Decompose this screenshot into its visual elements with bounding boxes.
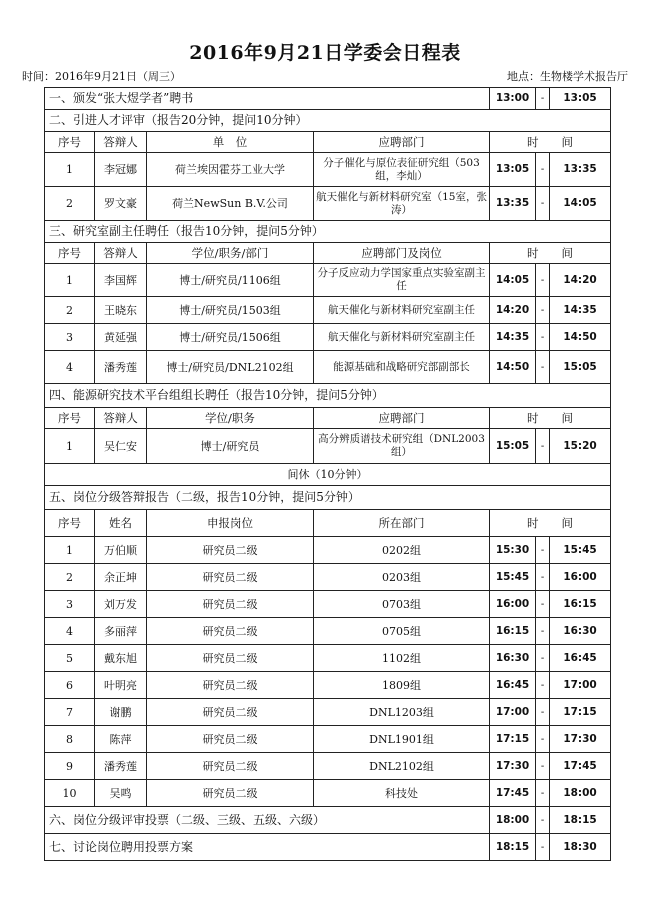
table-row [45, 153, 611, 187]
header-cell: 序号 [45, 132, 95, 153]
time-dash: - [536, 726, 550, 753]
table-row [45, 618, 611, 645]
start-time: 17:30 [490, 753, 536, 780]
header-cell: 所在部门 [314, 510, 490, 537]
candidate-name: 潘秀莲 [95, 351, 147, 384]
start-time: 13:35 [490, 187, 536, 221]
applied-post: 研究员二级 [147, 618, 314, 645]
start-time: 17:45 [490, 780, 536, 807]
start-time: 13:05 [490, 153, 536, 187]
start-time: 14:35 [490, 324, 536, 351]
section-3-header [45, 243, 611, 264]
candidate-name: 王晓东 [95, 297, 147, 324]
header-cell: 时 间 [490, 510, 611, 537]
target-department: 高分辨质谱技术研究组（DNL2003组） [314, 429, 490, 464]
time-dash: - [536, 618, 550, 645]
table-row [45, 187, 611, 221]
header-cell: 学位/职务 [147, 408, 314, 429]
header-cell: 应聘部门 [314, 408, 490, 429]
applied-post: 研究员二级 [147, 699, 314, 726]
header-cell: 序号 [45, 243, 95, 264]
department: DNL1901组 [314, 726, 490, 753]
applied-post: 研究员二级 [147, 726, 314, 753]
candidate-name: 李冠娜 [95, 153, 147, 187]
table-row [45, 591, 611, 618]
header-cell: 时 间 [490, 132, 611, 153]
department: 1809组 [314, 672, 490, 699]
applied-post: 研究员二级 [147, 780, 314, 807]
department: 0703组 [314, 591, 490, 618]
table-row [45, 753, 611, 780]
row-number: 1 [45, 264, 95, 297]
person-name: 潘秀莲 [95, 753, 147, 780]
table-row [45, 537, 611, 564]
end-time: 18:00 [550, 780, 611, 807]
section-2-header [45, 132, 611, 153]
start-time: 16:30 [490, 645, 536, 672]
target-department: 航天催化与新材料研究室副主任 [314, 324, 490, 351]
end-time: 14:05 [550, 187, 611, 221]
time-dash: - [536, 807, 550, 834]
person-name: 叶明亮 [95, 672, 147, 699]
end-time: 16:30 [550, 618, 611, 645]
start-time: 13:00 [490, 88, 536, 110]
end-time: 14:20 [550, 264, 611, 297]
start-time: 14:50 [490, 351, 536, 384]
header-cell: 答辩人 [95, 408, 147, 429]
time-dash: - [536, 564, 550, 591]
header-cell: 申报岗位 [147, 510, 314, 537]
header-cell: 答辩人 [95, 132, 147, 153]
end-time: 16:15 [550, 591, 611, 618]
department: 科技处 [314, 780, 490, 807]
time-dash: - [536, 753, 550, 780]
row-number: 5 [45, 645, 95, 672]
row-number: 10 [45, 780, 95, 807]
end-time: 15:05 [550, 351, 611, 384]
section-title: 五、岗位分级答辩报告（二级，报告10分钟，提问5分钟） [45, 486, 611, 510]
time-dash: - [536, 672, 550, 699]
candidate-name: 黄延强 [95, 324, 147, 351]
row-number: 3 [45, 324, 95, 351]
candidate-unit: 博士/研究员/DNL2102组 [147, 351, 314, 384]
time-dash: - [536, 187, 550, 221]
table-row [45, 429, 611, 464]
department: 0705组 [314, 618, 490, 645]
start-time: 17:00 [490, 699, 536, 726]
table-row [45, 351, 611, 384]
section-5-row [45, 486, 611, 510]
department: DNL1203组 [314, 699, 490, 726]
section-4-row [45, 384, 611, 408]
row-number: 1 [45, 537, 95, 564]
time-dash: - [536, 699, 550, 726]
end-time: 13:35 [550, 153, 611, 187]
end-time: 14:35 [550, 297, 611, 324]
section-title: 六、岗位分级评审投票（二级、三级、五级、六级） [45, 807, 490, 834]
end-time: 18:30 [550, 834, 611, 861]
section-7-row [45, 834, 611, 861]
candidate-name: 吴仁安 [95, 429, 147, 464]
end-time: 17:30 [550, 726, 611, 753]
person-name: 刘万发 [95, 591, 147, 618]
start-time: 16:00 [490, 591, 536, 618]
row-number: 9 [45, 753, 95, 780]
candidate-name: 罗文豪 [95, 187, 147, 221]
candidate-unit: 博士/研究员 [147, 429, 314, 464]
person-name: 余正坤 [95, 564, 147, 591]
applied-post: 研究员二级 [147, 672, 314, 699]
table-row [45, 645, 611, 672]
time-dash: - [536, 834, 550, 861]
break-label: 间休（10分钟） [45, 464, 611, 486]
row-number: 7 [45, 699, 95, 726]
row-number: 2 [45, 564, 95, 591]
time-dash: - [536, 88, 550, 110]
target-department: 航天催化与新材料研究室（15室，张涛） [314, 187, 490, 221]
time-dash: - [536, 780, 550, 807]
applied-post: 研究员二级 [147, 591, 314, 618]
section-3-row [45, 221, 611, 243]
meeting-time: 时间：2016年9月21日（周三） [22, 70, 181, 83]
row-number: 4 [45, 351, 95, 384]
end-time: 17:15 [550, 699, 611, 726]
header-cell: 答辩人 [95, 243, 147, 264]
target-department: 能源基础和战略研究部副部长 [314, 351, 490, 384]
start-time: 16:15 [490, 618, 536, 645]
row-number: 2 [45, 187, 95, 221]
time-dash: - [536, 297, 550, 324]
start-time: 15:30 [490, 537, 536, 564]
schedule-table [44, 87, 611, 861]
end-time: 16:45 [550, 645, 611, 672]
row-number: 6 [45, 672, 95, 699]
section-5-header [45, 510, 611, 537]
section-title: 七、讨论岗位聘用投票方案 [45, 834, 490, 861]
start-time: 17:15 [490, 726, 536, 753]
time-dash: - [536, 324, 550, 351]
target-department: 分子反应动力学国家重点实验室副主任 [314, 264, 490, 297]
person-name: 陈萍 [95, 726, 147, 753]
header-cell: 姓名 [95, 510, 147, 537]
target-department: 航天催化与新材料研究室副主任 [314, 297, 490, 324]
header-cell: 应聘部门 [314, 132, 490, 153]
row-number: 4 [45, 618, 95, 645]
row-number: 1 [45, 153, 95, 187]
end-time: 16:00 [550, 564, 611, 591]
table-row [45, 726, 611, 753]
candidate-unit: 荷兰NewSun B.V.公司 [147, 187, 314, 221]
section-title: 三、研究室副主任聘任（报告10分钟，提问5分钟） [45, 221, 611, 243]
header-cell: 时 间 [490, 408, 611, 429]
applied-post: 研究员二级 [147, 753, 314, 780]
table-row [45, 324, 611, 351]
row-number: 8 [45, 726, 95, 753]
table-row [45, 264, 611, 297]
row-number: 2 [45, 297, 95, 324]
end-time: 18:15 [550, 807, 611, 834]
end-time: 17:45 [550, 753, 611, 780]
candidate-unit: 博士/研究员/1503组 [147, 297, 314, 324]
time-dash: - [536, 537, 550, 564]
applied-post: 研究员二级 [147, 645, 314, 672]
start-time: 18:15 [490, 834, 536, 861]
time-dash: - [536, 153, 550, 187]
person-name: 谢鹏 [95, 699, 147, 726]
page-title: 2016年9月21日学委会日程表 [189, 42, 461, 64]
section-title: 四、能源研究技术平台组组长聘任（报告10分钟，提问5分钟） [45, 384, 611, 408]
time-dash: - [536, 264, 550, 297]
candidate-unit: 荷兰埃因霍芬工业大学 [147, 153, 314, 187]
table-row [45, 297, 611, 324]
section-2-row [45, 110, 611, 132]
person-name: 多丽萍 [95, 618, 147, 645]
header-cell: 学位/职务/部门 [147, 243, 314, 264]
table-row [45, 780, 611, 807]
meeting-place: 地点：生物楼学术报告厅 [507, 70, 628, 83]
header-cell: 序号 [45, 510, 95, 537]
time-dash: - [536, 645, 550, 672]
end-time: 14:50 [550, 324, 611, 351]
header-cell: 单 位 [147, 132, 314, 153]
start-time: 15:45 [490, 564, 536, 591]
header-cell: 序号 [45, 408, 95, 429]
section-6-row [45, 807, 611, 834]
start-time: 14:20 [490, 297, 536, 324]
end-time: 17:00 [550, 672, 611, 699]
department: 0203组 [314, 564, 490, 591]
time-dash: - [536, 591, 550, 618]
section-title: 二、引进人才评审（报告20分钟，提问10分钟） [45, 110, 611, 132]
time-dash: - [536, 351, 550, 384]
end-time: 13:05 [550, 88, 611, 110]
person-name: 吴鸣 [95, 780, 147, 807]
table-row [45, 672, 611, 699]
person-name: 戴东旭 [95, 645, 147, 672]
person-name: 万伯顺 [95, 537, 147, 564]
department: 0202组 [314, 537, 490, 564]
header-cell: 时 间 [490, 243, 611, 264]
department: DNL2102组 [314, 753, 490, 780]
target-department: 分子催化与原位表征研究组（503组，李灿） [314, 153, 490, 187]
candidate-unit: 博士/研究员/1506组 [147, 324, 314, 351]
start-time: 14:05 [490, 264, 536, 297]
table-row [45, 699, 611, 726]
start-time: 16:45 [490, 672, 536, 699]
end-time: 15:45 [550, 537, 611, 564]
header-cell: 应聘部门及岗位 [314, 243, 490, 264]
department: 1102组 [314, 645, 490, 672]
row-number: 1 [45, 429, 95, 464]
section-1-row [45, 88, 611, 110]
end-time: 15:20 [550, 429, 611, 464]
candidate-name: 李国辉 [95, 264, 147, 297]
start-time: 15:05 [490, 429, 536, 464]
section-title: 一、颁发“张大煜学者”聘书 [45, 88, 490, 110]
time-dash: - [536, 429, 550, 464]
applied-post: 研究员二级 [147, 537, 314, 564]
break-row [45, 464, 611, 486]
applied-post: 研究员二级 [147, 564, 314, 591]
row-number: 3 [45, 591, 95, 618]
section-4-header [45, 408, 611, 429]
candidate-unit: 博士/研究员/1106组 [147, 264, 314, 297]
start-time: 18:00 [490, 807, 536, 834]
table-row [45, 564, 611, 591]
